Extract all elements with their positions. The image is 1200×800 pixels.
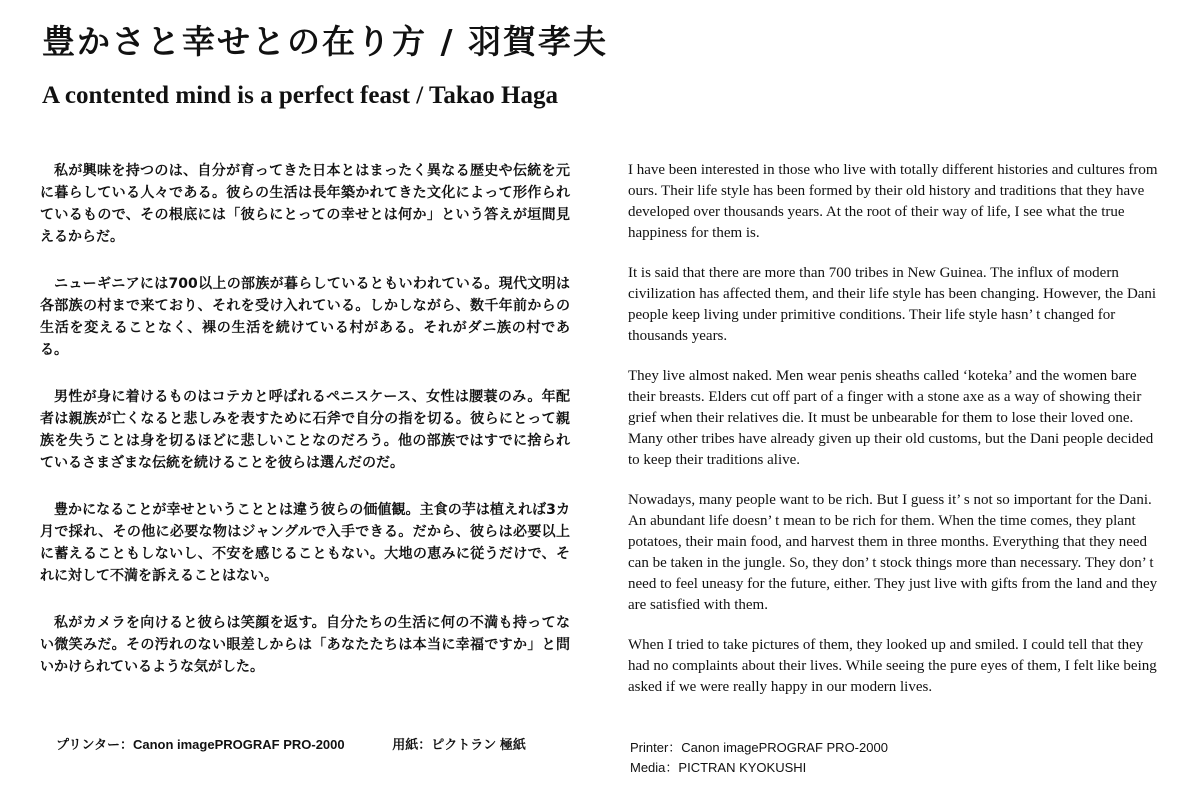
japanese-paragraph: 私が興味を持つのは、自分が育ってきた日本とはまったく異なる歴史や伝統を元に暮らしている人々である。彼らの生活は長年築かれてきた文化によって形作られているもので、その根底には「彼らにとっての幸せとは何か」という答えが垣間見えるからだ。 [40,163,570,245]
english-printer-credit: Printer：Canon imagePROGRAF PRO-2000 [630,740,888,755]
japanese-printer-credit: プリンター：Canon imagePROGRAF PRO-2000 [56,737,345,752]
japanese-media-credit: 用紙：ピクトラン 極紙 [392,737,526,752]
japanese-paragraph: ニューギニアには700以上の部族が暮らしているともいわれている。現代文明は各部族の村まで来ており、それを受け入れている。しかしながら、数千年前からの生活を変えることなく、裸の生活を続けている村がある。それがダニ族の村である。 [40,276,570,358]
english-paragraph: They live almost naked. Men wear penis sheaths called ‘koteka’ and the women bare their breasts. Elders cut off part of a finger with a stone axe as a way of showing their grief when their relatives die. It must be unbearable for them to lose their loved one. Many other tribes have already given up their old customs, but the Dani people decided to keep their traditions alive. [628,368,1154,468]
japanese-paragraph: 豊かになることが幸せということとは違う彼らの価値観。主食の芋は植えれば3カ月で採れ、その他に必要な物はジャングルで入手できる。だから、彼らは必要以上に蓄えることもしないし、不安を感じることもない。大地の恵みに従うだけで、それに対して不満を訴えることはない。 [40,502,570,584]
english-print-credits [630,738,888,778]
english-media-credit: Media：PICTRAN KYOKUSHI [630,760,807,775]
english-title: A contented mind is a perfect feast / Takao Haga [42,82,558,109]
japanese-print-credits [56,736,526,754]
english-paragraph: When I tried to take pictures of them, they looked up and smiled. I could tell that they had no complaints about their lives. While seeing the pure eyes of them, I felt like being asked if we were really happy in our modern lives. [628,637,1157,695]
english-paragraph: I have been interested in those who live with totally different histories and cultures from ours. Their life style has been formed by their old history and traditions that they have developed over thousands years. At the root of their way of life, I see what the true happiness for them is. [628,162,1158,241]
japanese-paragraph: 男性が身に着けるものはコテカと呼ばれるペニスケース、女性は腰蓑のみ。年配者は親族が亡くなると悲しみを表すために石斧で自分の指を切る。彼らにとって親族を失うことは身を切るほどに悲しいことなのだろう。他の部族ではすでに捨られているさまざまな伝統を続けることを彼らは選んだのだ。 [40,389,570,471]
english-text-column [628,160,1158,717]
japanese-paragraph: 私がカメラを向けると彼らは笑顔を返す。自分たちの生活に何の不満も持ってない微笑みだ。その汚れのない眼差しからは「あなたたちは本当に幸福ですか」と問いかけられているような気がした。 [40,615,570,675]
japanese-title: 豊かさと幸せとの在り方 / 羽賀孝夫 [42,22,609,61]
english-paragraph: It is said that there are more than 700 tribes in New Guinea. The influx of modern civilization has affected them, and their life style has been changing. However, the Dani people keep living under primitive conditions. Their life style hasn’ t changed for thousands years. [628,265,1157,344]
japanese-text-column [40,160,570,703]
english-paragraph: Nowadays, many people want to be rich. But I guess it’ s not so important for the Dani. An abundant life doesn’ t mean to be rich for them. When the time comes, they plant potatoes, their main food, and harvest them in three months. Everything that they need can be taken in the jungle. So, they don’ t stock things more than necessary. They don’ t need to feel uneasy for the future, either. They just live with gifts from the land and they are satisfied with them. [628,492,1158,613]
